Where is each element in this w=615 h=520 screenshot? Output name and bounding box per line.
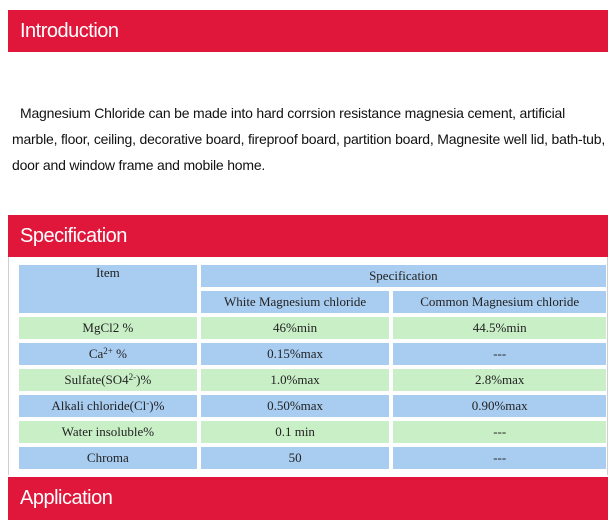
introduction-title: Introduction <box>20 20 119 42</box>
row-item: Alkali chloride(Cl-)% <box>19 395 197 417</box>
row-common-value: 2.8%max <box>393 369 606 391</box>
table-row <box>19 395 606 417</box>
header-specification: Specification <box>201 265 606 287</box>
table-row <box>19 317 606 339</box>
row-white-value: 1.0%max <box>201 369 390 391</box>
row-item: $Sulfate(SO4^{2-})\%$ <box>19 369 197 391</box>
row-white-value: 46%min <box>201 317 390 339</box>
row-item: $Ca^{2+}$ % <box>19 343 197 365</box>
row-white-value: 0.50%max <box>201 395 390 417</box>
row-common-value: 0.90%max <box>393 395 606 417</box>
row-item: Water insoluble% <box>19 421 197 443</box>
row-white-value: 0.1 min <box>201 421 390 443</box>
header-white-magnesium-chloride: White Magnesium chloride <box>201 291 390 313</box>
table-row <box>19 369 606 391</box>
row-common-value: --- <box>393 421 606 443</box>
row-white-value: 50 <box>201 447 390 469</box>
specification-header <box>8 215 608 257</box>
row-item: Chroma <box>19 447 197 469</box>
specification-title: Specification <box>20 225 127 247</box>
row-item: MgCl2 % <box>19 317 197 339</box>
introduction-text: Magnesium Chloride can be made into hard corrsion resistance magnesia cement, artificial marble, floor, ceiling, decorative board, fireproof board, partition board, Magnesite well lid, bath-tub, door and window frame and mobile home. <box>12 105 606 173</box>
row-common-value: 44.5%min <box>393 317 606 339</box>
header-item: Item <box>19 265 197 313</box>
table-row <box>19 421 606 443</box>
application-title: Application <box>20 487 113 509</box>
specification-table <box>15 261 610 473</box>
row-common-value: --- <box>393 343 606 365</box>
specification-table-container <box>8 257 608 475</box>
table-row <box>19 343 606 365</box>
introduction-header <box>8 10 608 52</box>
application-header <box>8 477 608 520</box>
header-common-magnesium-chloride: Common Magnesium chloride <box>393 291 606 313</box>
table-row <box>19 447 606 469</box>
row-common-value: --- <box>393 447 606 469</box>
row-white-value: 0.15%max <box>201 343 390 365</box>
